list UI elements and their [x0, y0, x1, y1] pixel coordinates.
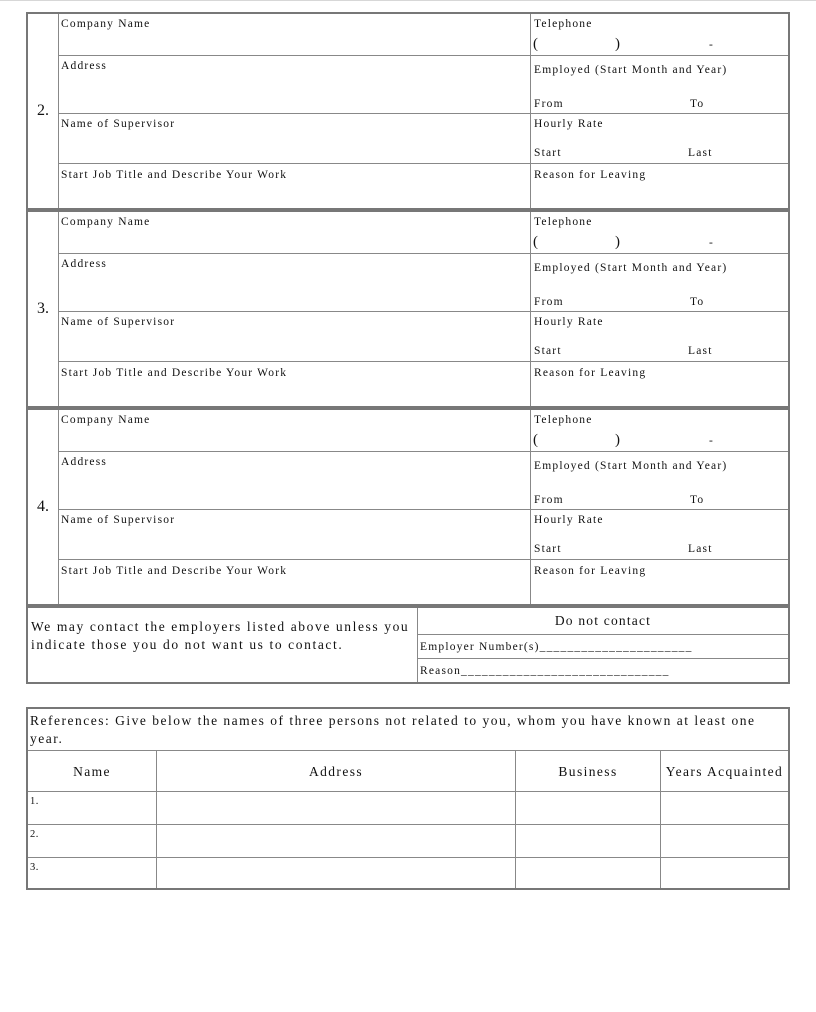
hourly-rate-label: Hourly Rate — [534, 118, 604, 130]
start-rate-label: Start — [534, 345, 562, 357]
references-section — [26, 707, 790, 890]
address-field[interactable] — [58, 452, 531, 510]
supervisor-label: Name of Supervisor — [61, 514, 176, 526]
contact-permission-text: We may contact the employers listed above unless you indicate those you do not want us to contact. — [28, 608, 418, 682]
job-description-field[interactable] — [58, 164, 531, 208]
to-label: To — [690, 494, 705, 506]
reference-years-field[interactable] — [661, 792, 788, 824]
references-intro: References: Give below the names of three persons not related to you, whom you have known at least one year. — [28, 709, 788, 751]
from-label: From — [534, 98, 564, 110]
hourly-rate-field[interactable] — [531, 510, 788, 560]
telephone-field[interactable] — [531, 212, 788, 254]
last-rate-label: Last — [688, 543, 713, 555]
phone-dash: - — [709, 237, 715, 249]
phone-dash: - — [709, 39, 715, 51]
company-name-label: Company Name — [61, 216, 151, 228]
page-top-border — [0, 0, 816, 1]
supervisor-label: Name of Supervisor — [61, 316, 176, 328]
reference-address-field[interactable] — [157, 858, 516, 888]
hourly-rate-label: Hourly Rate — [534, 514, 604, 526]
from-label: From — [534, 494, 564, 506]
address-label: Address — [61, 60, 108, 72]
telephone-field[interactable] — [531, 14, 788, 56]
company-name-field[interactable] — [58, 410, 531, 452]
reference-row-1 — [28, 792, 788, 825]
reason-for-leaving-label: Reason for Leaving — [534, 565, 647, 577]
to-label: To — [690, 98, 705, 110]
job-title-label: Start Job Title and Describe Your Work — [61, 367, 288, 379]
reference-row-number: 1. — [30, 796, 39, 807]
references-name-header: Name — [28, 751, 157, 791]
employed-dates-field[interactable] — [531, 254, 788, 312]
job-title-label: Start Job Title and Describe Your Work — [61, 169, 288, 181]
company-name-field[interactable] — [58, 212, 531, 254]
reference-row-3 — [28, 858, 788, 888]
telephone-label: Telephone — [534, 18, 593, 30]
reference-business-field[interactable] — [516, 858, 661, 888]
references-business-header: Business — [516, 751, 661, 791]
reference-business-field[interactable] — [516, 825, 661, 857]
reference-years-field[interactable] — [661, 825, 788, 857]
phone-dash: - — [709, 435, 715, 447]
reason-for-leaving-label: Reason for Leaving — [534, 169, 647, 181]
address-label: Address — [61, 456, 108, 468]
supervisor-field[interactable] — [58, 510, 531, 560]
reference-business-field[interactable] — [516, 792, 661, 824]
reason-for-leaving-field[interactable] — [531, 362, 788, 406]
reference-name-field[interactable] — [28, 792, 157, 824]
start-rate-label: Start — [534, 543, 562, 555]
reference-name-field[interactable] — [28, 825, 157, 857]
last-rate-label: Last — [688, 147, 713, 159]
employer-number: 2. — [28, 14, 59, 208]
job-title-label: Start Job Title and Describe Your Work — [61, 565, 288, 577]
telephone-label: Telephone — [534, 216, 593, 228]
do-not-contact-heading: Do not contact — [418, 608, 788, 635]
employer-section-4 — [26, 408, 790, 606]
company-name-label: Company Name — [61, 414, 151, 426]
do-not-contact-reason-field[interactable]: Reason______________________________ — [420, 665, 670, 677]
references-years-header: Years Acquainted — [665, 763, 784, 779]
telephone-label: Telephone — [534, 414, 593, 426]
employed-label: Employed (Start Month and Year) — [534, 460, 728, 472]
reason-for-leaving-field[interactable] — [531, 560, 788, 604]
references-header-row — [28, 751, 788, 792]
supervisor-field[interactable] — [58, 114, 531, 164]
address-label: Address — [61, 258, 108, 270]
to-label: To — [690, 296, 705, 308]
reference-row-2 — [28, 825, 788, 858]
job-description-field[interactable] — [58, 362, 531, 406]
phone-close-paren: ) — [615, 234, 620, 250]
employer-number: 3. — [28, 212, 59, 406]
reference-address-field[interactable] — [157, 825, 516, 857]
job-description-field[interactable] — [58, 560, 531, 604]
address-field[interactable] — [58, 254, 531, 312]
reference-row-number: 3. — [30, 862, 39, 873]
start-rate-label: Start — [534, 147, 562, 159]
employed-dates-field[interactable] — [531, 56, 788, 114]
supervisor-field[interactable] — [58, 312, 531, 362]
reason-for-leaving-field[interactable] — [531, 164, 788, 208]
employed-label: Employed (Start Month and Year) — [534, 64, 728, 76]
hourly-rate-field[interactable] — [531, 114, 788, 164]
hourly-rate-label: Hourly Rate — [534, 316, 604, 328]
address-field[interactable] — [58, 56, 531, 114]
employed-dates-field[interactable] — [531, 452, 788, 510]
hourly-rate-field[interactable] — [531, 312, 788, 362]
employer-section-2 — [26, 12, 790, 210]
reason-for-leaving-label: Reason for Leaving — [534, 367, 647, 379]
reference-address-field[interactable] — [157, 792, 516, 824]
from-label: From — [534, 296, 564, 308]
employer-section-3 — [26, 210, 790, 408]
employer-number: 4. — [28, 410, 59, 604]
reference-row-number: 2. — [30, 829, 39, 840]
phone-open-paren: ( — [533, 432, 538, 448]
company-name-label: Company Name — [61, 18, 151, 30]
last-rate-label: Last — [688, 345, 713, 357]
telephone-field[interactable] — [531, 410, 788, 452]
employer-numbers-field[interactable]: Employer Number(s)______________________ — [418, 635, 788, 659]
supervisor-label: Name of Supervisor — [61, 118, 176, 130]
phone-close-paren: ) — [615, 432, 620, 448]
reference-years-field[interactable] — [661, 858, 788, 888]
phone-open-paren: ( — [533, 36, 538, 52]
reference-name-field[interactable] — [28, 858, 157, 888]
company-name-field[interactable] — [58, 14, 531, 56]
references-address-header: Address — [157, 751, 516, 791]
contact-permission-section — [26, 606, 790, 684]
phone-open-paren: ( — [533, 234, 538, 250]
employed-label: Employed (Start Month and Year) — [534, 262, 728, 274]
phone-close-paren: ) — [615, 36, 620, 52]
